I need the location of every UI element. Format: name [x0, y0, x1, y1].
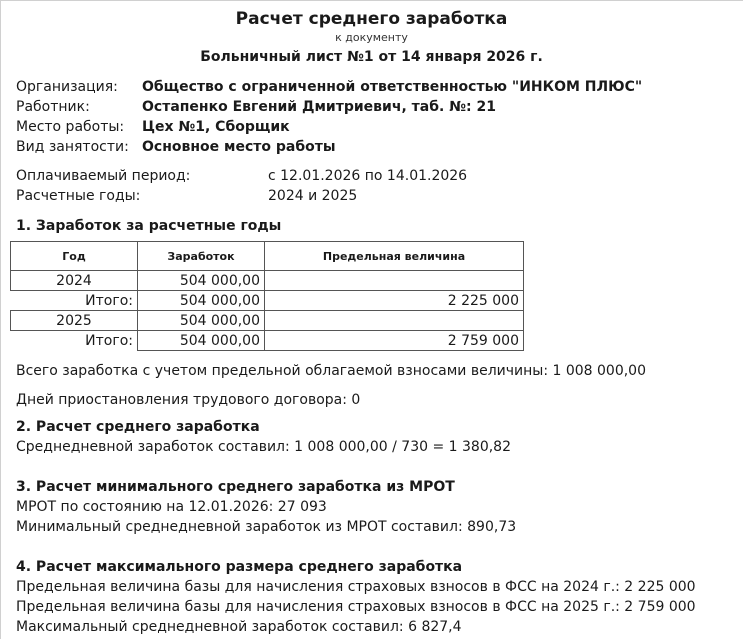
year-cell: 2025: [11, 311, 138, 331]
employee-label: Работник:: [16, 99, 90, 115]
org-label: Организация:: [16, 79, 118, 95]
table-row: [11, 311, 524, 331]
earnings-table: [10, 241, 524, 351]
workplace-label: Место работы:: [16, 119, 125, 135]
section1-title: 1. Заработок за расчетные годы: [16, 218, 282, 234]
total-cell: 504 000,00: [138, 291, 265, 311]
mrot-line: МРОТ по состоянию на 12.01.2026: 27 093: [16, 499, 327, 515]
table-total-row: [11, 331, 524, 351]
limit-2025-line: Предельная величина базы для начисления страховых взносов в ФСС на 2025 г.: 2 759 000: [16, 599, 696, 615]
min-average-line: Минимальный среднедневной заработок из МРОТ составил: 890,73: [16, 519, 517, 535]
employment-value: Основное место работы: [142, 139, 336, 155]
col-limit-header: Предельная величина: [265, 242, 524, 271]
period-value: с 12.01.2026 по 14.01.2026: [268, 168, 468, 184]
total-label: Итого:: [85, 292, 133, 309]
section3-title: 3. Расчет минимального среднего заработка из МРОТ: [16, 479, 455, 495]
total-cell: 504 000,00: [138, 331, 265, 351]
years-value: 2024 и 2025: [268, 188, 358, 204]
total-earnings-line: Всего заработка с учетом предельной облагаемой взносами величины: 1 008 000,00: [16, 363, 646, 379]
employment-label: Вид занятости:: [16, 139, 129, 155]
col-year-header: Год: [11, 242, 138, 271]
period-label: Оплачиваемый период:: [16, 168, 191, 184]
suspension-days-line: Дней приостановления трудового договора: 0: [16, 392, 361, 408]
section4-title: 4. Расчет максимального размера среднего заработка: [16, 559, 463, 575]
total-label: Итого:: [85, 332, 133, 349]
page-title: Расчет среднего заработка: [235, 9, 508, 29]
limit-cell: 2 225 000: [265, 291, 524, 311]
source-document: Больничный лист №1 от 14 января 2026 г.: [200, 49, 543, 65]
limit-2024-line: Предельная величина базы для начисления страховых взносов в ФСС на 2024 г.: 2 225 000: [16, 579, 696, 595]
earnings-cell: 504 000,00: [138, 311, 265, 331]
average-daily-line: Среднедневной заработок составил: 1 008 000,00 / 730 = 1 380,82: [16, 439, 511, 455]
limit-cell-empty: [265, 311, 524, 331]
table-row: [11, 271, 524, 291]
year-cell: 2024: [11, 271, 138, 291]
col-earnings-header: Заработок: [138, 242, 265, 271]
workplace-value: Цех №1, Сборщик: [142, 119, 290, 135]
earnings-cell: 504 000,00: [138, 271, 265, 291]
limit-cell-empty: [265, 271, 524, 291]
org-value: Общество с ограниченной ответственностью "ИНКОМ ПЛЮС": [142, 79, 643, 95]
table-header-row: [11, 242, 524, 271]
table-total-row: [11, 291, 524, 311]
employee-value: Остапенко Евгений Дмитриевич, таб. №: 21: [142, 99, 496, 115]
document-subtitle: к документу: [335, 31, 408, 44]
years-label: Расчетные годы:: [16, 188, 141, 204]
max-average-line: Максимальный среднедневной заработок составил: 6 827,4: [16, 619, 462, 635]
section2-title: 2. Расчет среднего заработка: [16, 419, 260, 435]
limit-cell: 2 759 000: [265, 331, 524, 351]
